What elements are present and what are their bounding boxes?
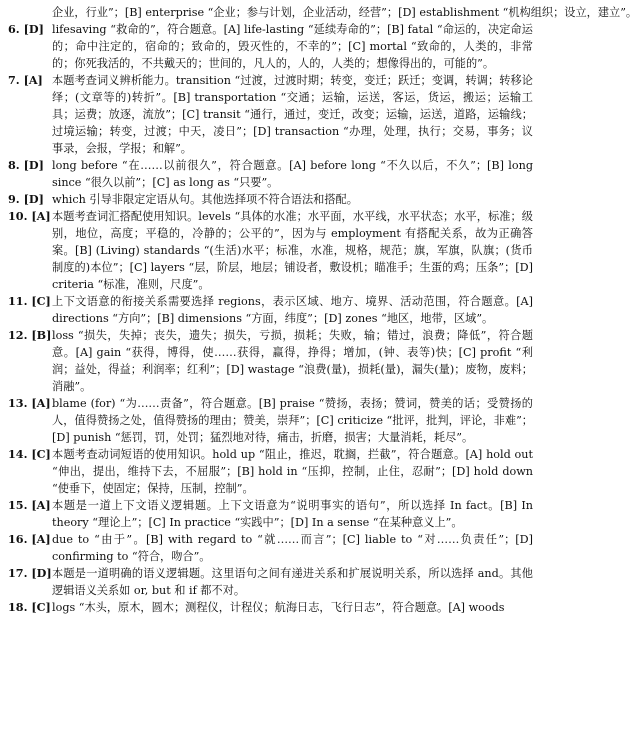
- answer-item-18: [8, 599, 533, 616]
- answer-explanation: 本题考查词汇搭配使用知识。levels “具体的水准；水平面，水平线，水平状态；水平，标准；级别，地位，高度；平稳的，冷静的；公平的”，因为与 employment 有搭配关系，故为正确答案。[B] (Living) standards “(生活)水平；标准，水准，规格，规范；旗，军旗，队旗；(货币制度的)本位”；[C] layers “层，阶层，地层；铺设者，敷设机；瞄准手；生蛋的鸡；压条”；[D] criteria “标准，准则，尺度”。: [52, 210, 533, 291]
- answer-explanation: 本题考查词义辨析能力。transition “过渡，过渡时期；转变，变迁；跃迁；变调，转调；转移论绎；(文章等的)转折”。[B] transportation “交通；运输，运送，客运，货运，搬运；运输工具；运费；放逐，流放”；[C] transit “通行，通过，变迁，改变；运输，运送，道路，运输线；过境运输；转变，过渡；中天，凌日”；[D] transaction “办理，处理，执行；交易，事务；议事录，会报，学报；和解”。: [52, 74, 533, 155]
- answer-item-11: [8, 293, 533, 327]
- answer-explanation: 本题是一道明确的语义逻辑题。这里语句之间有递进关系和扩展说明关系，所以选择 and。其他逻辑语义关系如 or, but 和 if 都不对。: [52, 567, 533, 597]
- answer-explanation: loss “损失，失掉；丧失，遗失；损失，亏损，损耗；失败，输；错过，浪费；降低”，符合题意。[A] gain “获得，博得，使……获得，赢得，挣得；增加，(钟、表等)快；[C] profit “利润；益处，得益；利润率；红利”；[D] wastage “浪费(量)，损耗(量)，漏失(量)；废物，废料；消融”。: [52, 329, 533, 393]
- answer-explanation: long before “在……以前很久”，符合题意。[A] before long “不久以后，不久”；[B] long since “很久以前”；[C] as long as “只要”。: [52, 159, 533, 189]
- answer-item-16: [8, 531, 533, 565]
- answer-explanation: which 引导非限定定语从句。其他选择项不符合语法和搭配。: [52, 193, 358, 206]
- answer-item-10: [8, 208, 533, 293]
- answer-item-15: [8, 497, 533, 531]
- answer-explanation: due to “由于”。[B] with regard to “就……而言”；[C] liable to “对……负责任”；[D] confirming to “符合，吻合”。: [52, 533, 533, 563]
- answer-explanation: lifesaving “救命的”，符合题意。[A] life-lasting “延续寿命的”；[B] fatal “命运的，决定命运的；命中注定的，宿命的；致命的，毁灭性的，不幸的”；[C] mortal “致命的，人类的，非常的；你死我活的，不共戴天的；世间的，凡人的，人的，人类的；想像得出的，可能的”。: [52, 23, 533, 70]
- answer-explanation: 本题是一道上下文语义逻辑题。上下文语意为“说明事实的语句”，所以选择 In fact。[B] In theory “理论上”；[C] In practice “实践中”；[D] In a sense “在某种意义上”。: [52, 499, 533, 529]
- answer-number: 14. [C]: [8, 447, 51, 461]
- answer-item-8: [8, 157, 533, 191]
- answer-number: 16. [A]: [8, 532, 51, 546]
- answer-number: 7. [A]: [8, 73, 43, 87]
- answer-number: 10. [A]: [8, 209, 51, 223]
- answer-explanation: 上下文语意的衔接关系需要选择 regions，表示区域、地方、境界、活动范围，符合题意。[A] directions “方向”；[B] dimensions “方面，纬度”；[D] zones “地区，地带，区域”。: [52, 295, 533, 325]
- answer-number: 12. [B]: [8, 328, 52, 342]
- answer-item-14: [8, 446, 533, 497]
- answer-item-6: [8, 21, 533, 72]
- answer-item-12: [8, 327, 533, 395]
- answer-number: 17. [D]: [8, 566, 52, 580]
- answer-item-13: [8, 395, 533, 446]
- answer-explanation: logs “木头，原木，圆木；测程仪，计程仪；航海日志，飞行日志”，符合题意。[A] woods: [52, 601, 505, 614]
- answer-number: 9. [D]: [8, 192, 44, 206]
- answer-explanation: 本题考查动词短语的使用知识。hold up “阻止，推迟，耽搁，拦截”，符合题意。[A] hold out “伸出，提出，维持下去，不屈服”；[B] hold in “压抑，控制，止住，忍耐”；[D] hold down “使垂下，使固定；保持，压制，控制”。: [52, 448, 533, 495]
- answer-number: 8. [D]: [8, 158, 44, 172]
- answer-explanation: blame (for) “为……责备”，符合题意。[B] praise “赞扬，表扬；赞词，赞美的话；受赞扬的人，值得赞扬之处，值得赞扬的理由；赞美，崇拜”；[C] criticize “批评，批判，评论，非难”；[D] punish “惩罚，罚，处罚；猛烈地对待，痛击，折磨，损害；大量消耗，耗尽”。: [52, 397, 533, 444]
- answer-number: 15. [A]: [8, 498, 51, 512]
- answer-number: 6. [D]: [8, 22, 44, 36]
- answer-item-9: [8, 191, 533, 208]
- answer-number: 18. [C]: [8, 600, 51, 614]
- continuation-line: 企业，行业”；[B] enterprise “企业；参与计划，企业活动，经营”；[D] establishment “机构组织；设立，建立”。: [52, 6, 637, 19]
- answer-item-7: [8, 72, 533, 157]
- answer-number: 13. [A]: [8, 396, 51, 410]
- answer-item-17: [8, 565, 533, 599]
- answer-number: 11. [C]: [8, 294, 51, 308]
